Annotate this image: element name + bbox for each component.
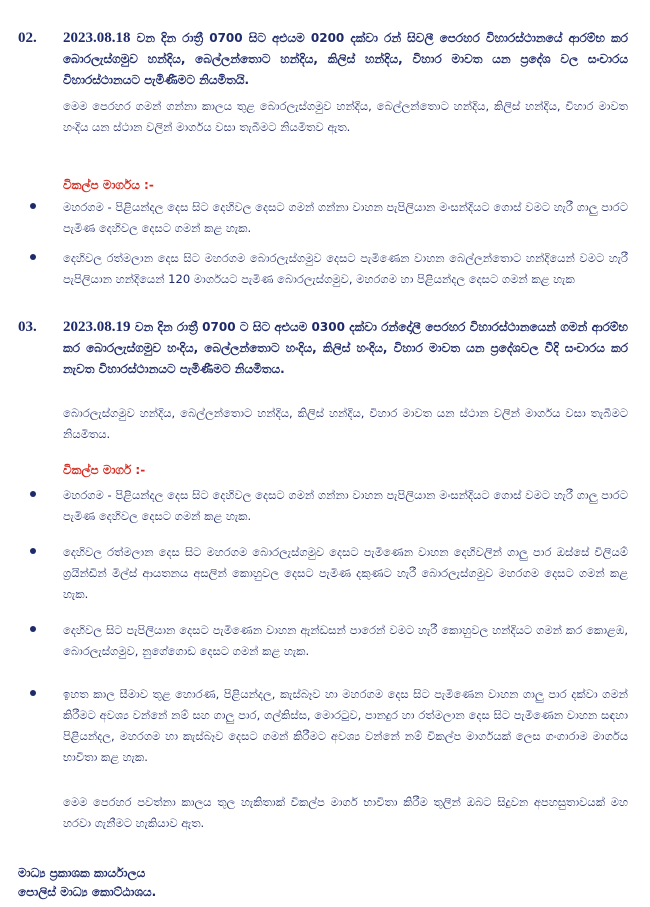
list-item-text: දෙහිවල රත්මලාන දෙස සිට මහරගම බොරලැස්ගමුව දෙසට පැමිණෙන වාහන බෙල්ලන්තොට හන්දියෙන් වමට හැරී පැපිලියාන හන්දියෙන් 120 මාර්ගයට පැමිණ බොරලැස්ගමුව, මහරගම හා පිළියන්දල දෙසට ගමන් කළ හැක — [63, 251, 628, 286]
section-heading — [63, 28, 628, 91]
bullet-icon — [30, 491, 36, 497]
list-item-text: දෙහිවල සිට පැපිලියාන දෙසට පැමිණෙන වාහන ඇන්ඩසන් පාරෙන් වමට හැරී කොහුවල හන්දියට ගමන් කර කොළඹ, බොරලැස්ගමුව, නුගේගොඩ දෙසට ගමන් කළ හැක. — [63, 623, 628, 658]
footer-division: පොලිස් මාධ්‍ය කොට්ඨාශය. — [18, 885, 157, 899]
bullet-icon — [30, 626, 36, 632]
list-item-text: දෙහිවල රත්මලාන දෙස සිට මහරගම බොරලැස්ගමුව දෙසට පැමිණෙන වාහන දෙහිවලින් ගාලු පාර ඔස්සේ විලියම් ග්‍රයින්ඩින් මිල්ස් ආයතනය අසලින් කොහුවල දෙසට පැමිණ දකුණට හැරී බොරලැස්ගමුව මහරගම දෙසට ගමන් කළ හැක. — [63, 545, 628, 601]
alternative-route-title: විකල්ප මාර්ග :- — [63, 463, 146, 477]
list-item-text: මහරගම - පිළියන්දල දෙස සිට දෙහිවල දෙසට ගමන් ගන්නා වාහන පැපිලියාන මංසන්දියට ගොස් වමට හැරී ගාලු පාරට පැමිණ දෙහිවල දෙසට ගමන් කළ හැක. — [63, 200, 628, 235]
section-date: 2023.08.18 — [63, 30, 131, 46]
footer-signature — [18, 864, 156, 902]
section-number: 02. — [18, 30, 37, 46]
footer-office: මාධ්‍ය ප්‍රකාශක කාර්යාලය — [18, 866, 146, 880]
section-heading-text: වන දින රාත්‍රී 0700 ට සිට අළුයම 0300 දක්වා රන්දෝලී පෙරහර විහාරස්ථානයෙන් ගමන් ආරම්භ කර බොරලැස්ගමුව හංදිය, බෙල්ලන්තොට හංදිය, කිලිස් හංදිය, විහාර මාවත යන ප්‍රදේශවල වීදි සංචාරය කර නැවත විහාරස්ථානයට පැමිණීමට නියමිතය. — [63, 320, 628, 376]
section-heading — [63, 317, 628, 380]
section-date: 2023.08.19 — [63, 319, 131, 335]
section-paragraph: බොරලැස්ගමුව හන්දිය, බෙල්ලන්තොට හන්දිය, කිලිස් හන්දිය, විහාර මාවත යන ස්ථාන වලින් මාර්ගය වසා තැබීමට නියමිතය. — [63, 406, 628, 441]
section-number: 03. — [18, 319, 37, 335]
list-item-text: මහරගම - පිළියන්දල දෙස සිට දෙහිවල දෙසට ගමන් ගන්නා වාහන පැපිලියාන මංසන්දියට ගොස් වමට හැරී ගාලු පාරට පැමිණ දෙහිවල දෙසට ගමන් කළ හැක. — [63, 488, 628, 523]
list-item-text: ඉහත කාල සීමාව තුළ හොරණ, පිළියන්දල, කැස්බෑව හා මහරගම දෙස සිට පැමිණෙන වාහන ගාලු පාර දක්වා ගමන් කිරීමට අවශ්‍ය වන්නේ නම් සහ ගාලු පාර, ගල්කිස්ස, මොරටුව, පානදුර හා රත්මලාන දෙස සිට පැමිණෙන වාහන සඳහා පිළියන්දල, මහරගම හා කැස්බෑව දෙසට ගමන් කිරීමට අවශ්‍ය වන්නේ නම් විකල්ප මාර්ගයක් ලෙස ගංගාරාම මාර්ගය භාවිතා කළ හැක. — [63, 687, 628, 764]
bullet-icon — [30, 254, 36, 260]
bullet-icon — [30, 548, 36, 554]
bullet-icon — [30, 690, 36, 696]
bullet-icon — [30, 203, 36, 209]
closing-paragraph: මෙම පෙරහර පවත්නා කාලය තුල හැකිතාක් විකල්ප මාර්ග භාවිතා කිරීම තුලින් ඔබට සිදුවන අපහසුතාවයක් මහ හරවා ගැනීමට හැකියාව ඇත. — [63, 795, 628, 830]
section-paragraph: මෙම පෙරහර ගමන් ගන්නා කාලය තුළ බොරලැස්ගමුව හන්දිය, බෙල්ලන්තොට හන්දිය, කිලිස් හන්දිය, විහාර මාවත හංදිය යන ස්ථාන වලින් මාර්ගය වසා තැබීමට නියමිතව ඇත. — [63, 99, 628, 134]
alternative-route-title: විකල්ප මාර්ගය :- — [63, 178, 154, 192]
section-heading-text: වන දින රාත්‍රී 0700 සිට අළුයම 0200 දක්වා රන් සිවලී පෙරහර විහාරස්ථානයේ ආරම්භ කර බොරලැස්ගමුව හන්දිය, බෙල්ලන්තොට හන්දිය, කිලිස් හන්දිය, විහාර මාවත යන ප්‍රදේශ වල සංචාරය විහාරස්ථානයට පැමිණීමට නියමිතයි. — [63, 31, 629, 87]
